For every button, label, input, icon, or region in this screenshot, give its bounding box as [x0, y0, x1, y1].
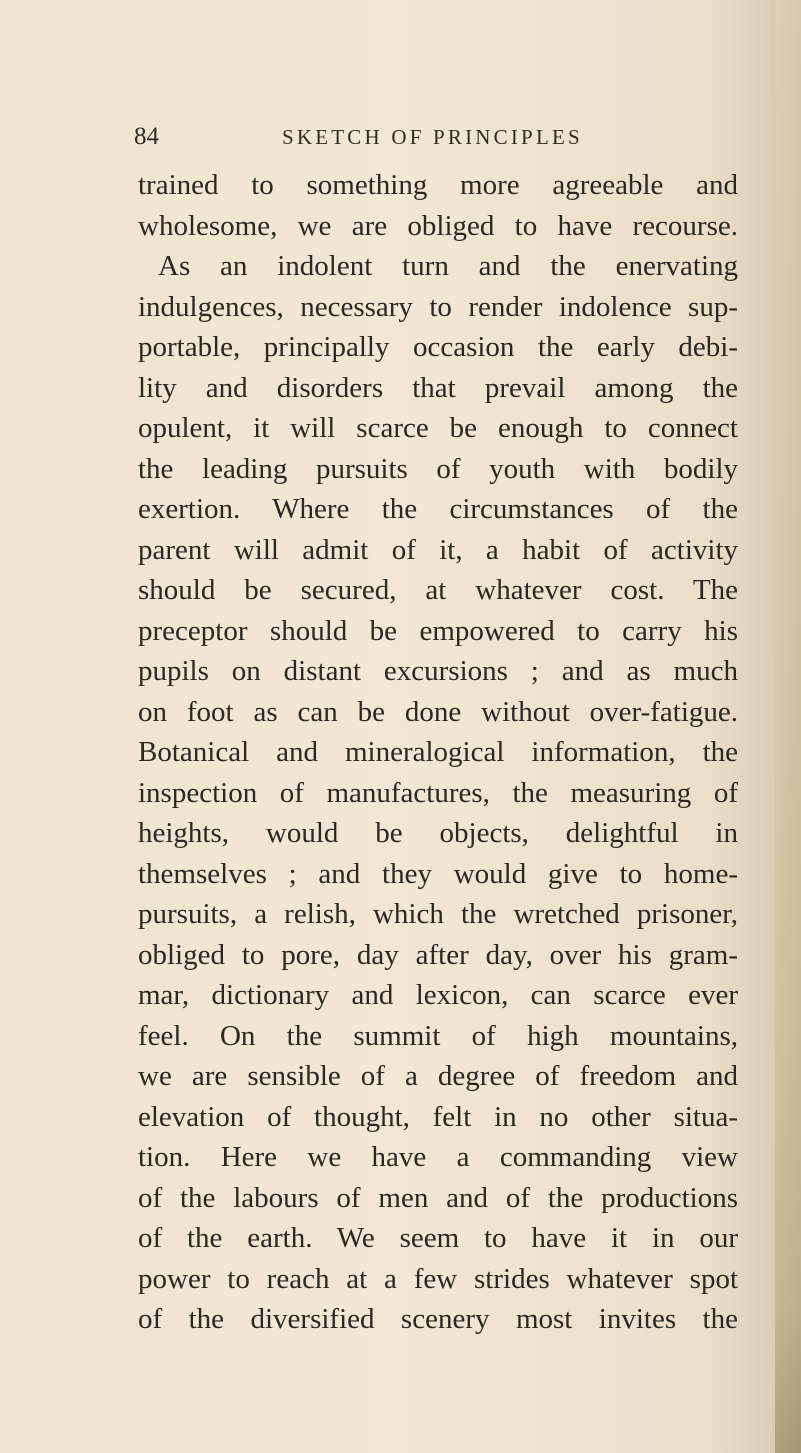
text-line: inspection of manufactures, the measuring of	[138, 776, 738, 809]
text-line: mar, dictionary and lexicon, can scarce ever	[138, 979, 738, 1011]
text-line: of the earth. We seem to have it in our	[138, 1222, 738, 1254]
text-line: parent will admit of it, a habit of activity	[138, 533, 738, 566]
text-line: elevation of thought, felt in no other situa-	[138, 1100, 738, 1133]
text-line: of the diversified scenery most invites the	[138, 1303, 738, 1335]
text-line: pupils on distant excursions ; and as much	[138, 655, 738, 687]
text-line: lity and disorders that prevail among the	[138, 371, 738, 404]
page-number: 84	[134, 123, 159, 150]
text-line: should be secured, at whatever cost. The	[138, 574, 738, 606]
running-head: SKETCH OF PRINCIPLES	[282, 125, 583, 149]
text-line: preceptor should be empowered to carry his	[138, 614, 738, 647]
text-line: we are sensible of a degree of freedom and	[138, 1060, 738, 1092]
text-line: themselves ; and they would give to home-	[138, 857, 738, 890]
body-text	[138, 165, 738, 1340]
text-line: the leading pursuits of youth with bodily	[138, 452, 738, 485]
text-line: of the labours of men and of the productions	[138, 1181, 738, 1214]
text-line: on foot as can be done without over-fatigue.	[138, 695, 738, 728]
page-header	[134, 123, 654, 159]
text-line: wholesome, we are obliged to have recourse.	[138, 209, 738, 242]
text-line: obliged to pore, day after day, over his gram-	[138, 938, 738, 971]
text-line: power to reach at a few strides whatever spot	[138, 1262, 738, 1295]
text-line: pursuits, a relish, which the wretched prisoner,	[138, 898, 738, 930]
text-line: trained to something more agreeable and	[138, 169, 738, 201]
text-line: opulent, it will scarce be enough to connect	[138, 412, 738, 444]
text-line: exertion. Where the circumstances of the	[138, 493, 738, 525]
text-line: heights, would be objects, delightful in	[138, 817, 738, 849]
page-edge-stain	[775, 0, 801, 1453]
text-line: Botanical and mineralogical information, the	[138, 736, 738, 768]
text-line: indulgences, necessary to render indolence sup-	[138, 290, 738, 323]
text-line: portable, principally occasion the early debi-	[138, 331, 738, 363]
text-line: feel. On the summit of high mountains,	[138, 1019, 738, 1052]
text-line: As an indolent turn and the enervating	[158, 250, 738, 282]
text-line: tion. Here we have a commanding view	[138, 1141, 738, 1173]
